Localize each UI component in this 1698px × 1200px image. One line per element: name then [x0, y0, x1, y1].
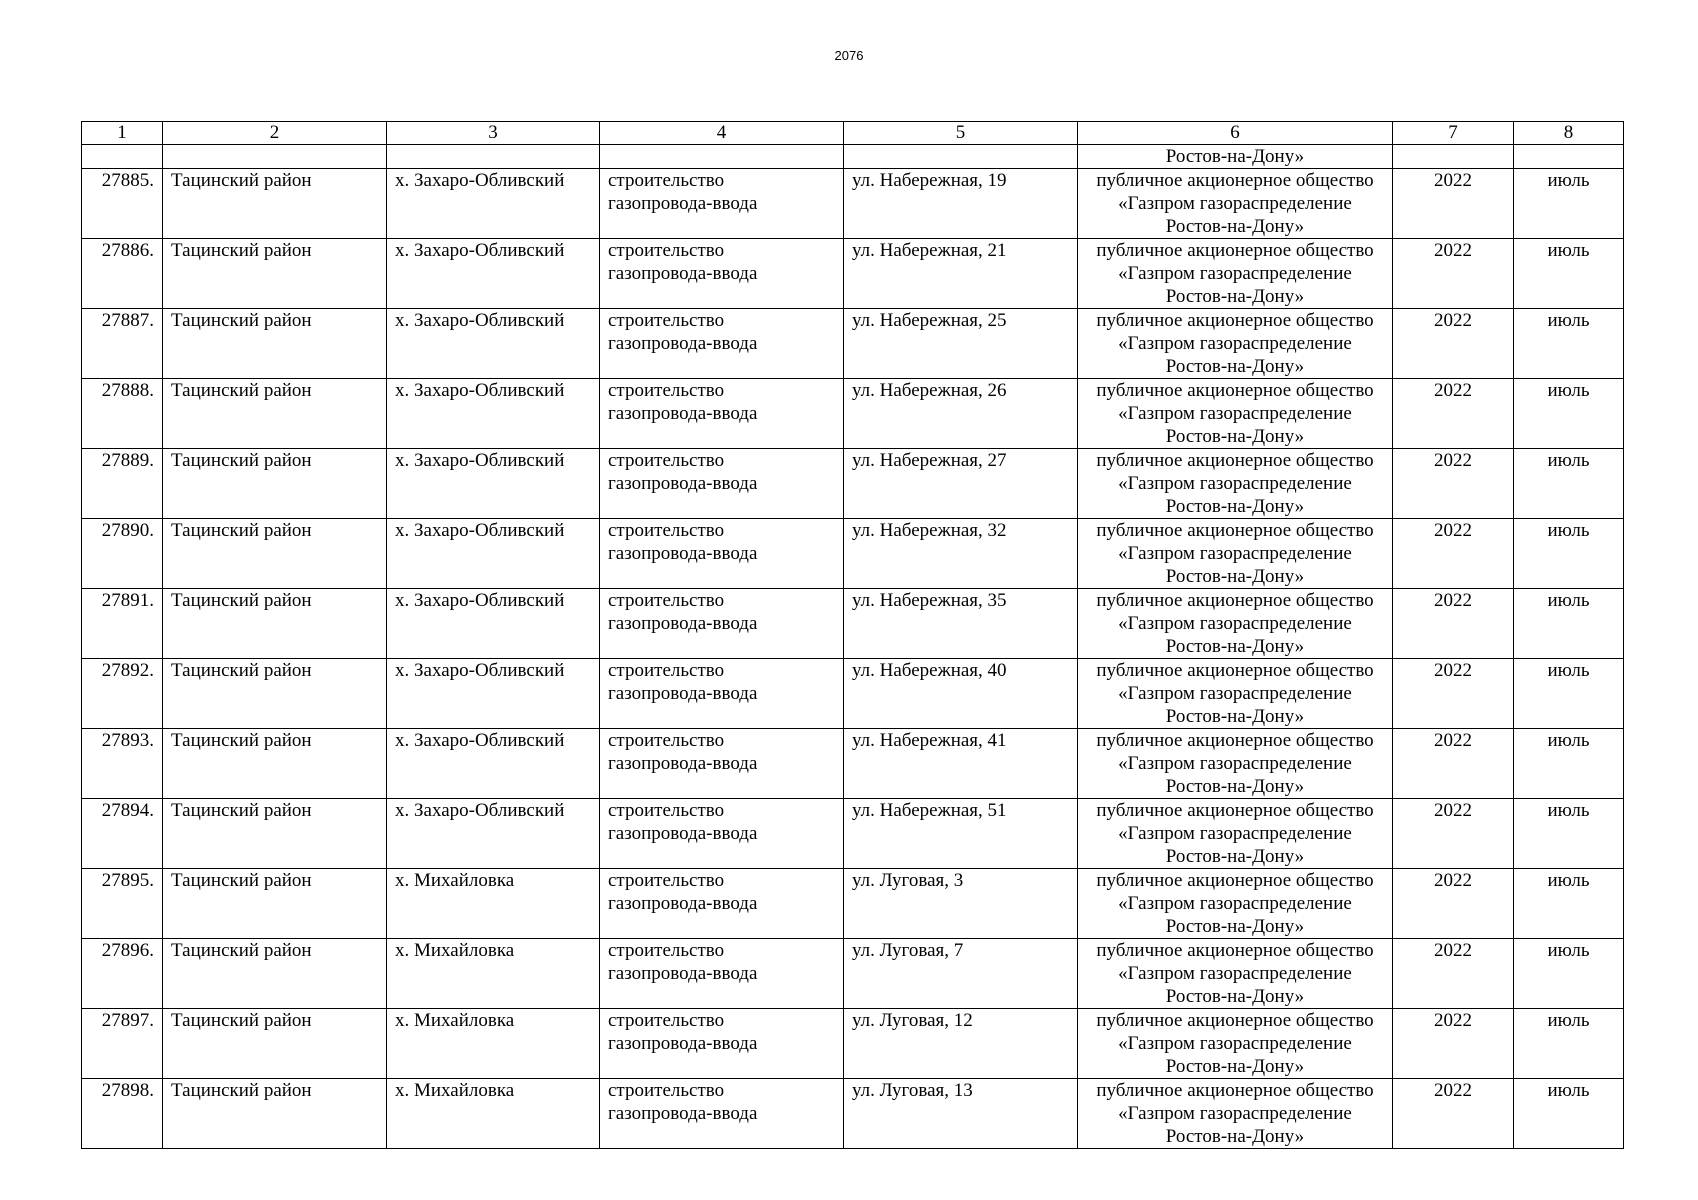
organization-line-3: Ростов-на-Дону»: [1165, 776, 1305, 797]
organization-line-2: «Газпром газораспределение: [1118, 473, 1352, 494]
district-cell: Тацинский район: [163, 449, 387, 519]
organization-line-1: публичное акционерное общество: [1096, 590, 1374, 611]
organization-line-3: Ростов-на-Дону»: [1165, 846, 1305, 867]
locality-cell: х. Захаро-Обливский: [387, 169, 600, 239]
month-cell: июль: [1514, 659, 1624, 729]
month-cell: июль: [1514, 939, 1624, 1009]
work-type-cell: [600, 1079, 844, 1149]
organization-line-2: «Газпром газораспределение: [1118, 193, 1352, 214]
locality-cell: х. Захаро-Обливский: [387, 449, 600, 519]
work-type-cell: [600, 519, 844, 589]
column-header-2: 2: [163, 122, 387, 145]
work-type-line-2: газопровода-ввода: [608, 613, 758, 634]
month-cell: июль: [1514, 1079, 1624, 1149]
address-cell: ул. Набережная, 32: [844, 519, 1078, 589]
work-type-line-2: газопровода-ввода: [608, 823, 758, 844]
table-row: [82, 309, 1624, 379]
locality-cell: х. Захаро-Обливский: [387, 729, 600, 799]
year-cell: 2022: [1393, 869, 1514, 939]
row-number: 27897.: [82, 1009, 163, 1079]
row-number: 27893.: [82, 729, 163, 799]
organization-cell: [1078, 659, 1393, 729]
work-type-line-2: газопровода-ввода: [608, 403, 758, 424]
work-type-line-1: строительство: [608, 800, 725, 821]
organization-cell: [1078, 449, 1393, 519]
continuation-cell: [1514, 145, 1624, 169]
organization-line-2: «Газпром газораспределение: [1118, 1033, 1352, 1054]
organization-line-3: Ростов-на-Дону»: [1165, 496, 1305, 517]
work-type-line-2: газопровода-ввода: [608, 333, 758, 354]
year-cell: 2022: [1393, 379, 1514, 449]
page-number: 2076: [834, 48, 864, 63]
work-type-line-1: строительство: [608, 1080, 725, 1101]
column-header-5: 5: [844, 122, 1078, 145]
organization-line-1: публичное акционерное общество: [1096, 310, 1374, 331]
table-row: [82, 729, 1624, 799]
locality-cell: х. Захаро-Обливский: [387, 659, 600, 729]
organization-line-1: публичное акционерное общество: [1096, 520, 1374, 541]
organization-line-3: Ростов-на-Дону»: [1165, 216, 1305, 237]
table-row: [82, 169, 1624, 239]
organization-line-2: «Газпром газораспределение: [1118, 893, 1352, 914]
organization-line-3: Ростов-на-Дону»: [1165, 356, 1305, 377]
locality-cell: х. Михайловка: [387, 1009, 600, 1079]
organization-line-1: публичное акционерное общество: [1096, 940, 1374, 961]
address-cell: ул. Набережная, 51: [844, 799, 1078, 869]
organization-line-3: Ростов-на-Дону»: [1165, 636, 1305, 657]
year-cell: 2022: [1393, 659, 1514, 729]
organization-line-2: «Газпром газораспределение: [1118, 753, 1352, 774]
table-row: [82, 869, 1624, 939]
locality-cell: х. Захаро-Обливский: [387, 799, 600, 869]
organization-line-2: «Газпром газораспределение: [1118, 683, 1352, 704]
district-cell: Тацинский район: [163, 519, 387, 589]
locality-cell: х. Захаро-Обливский: [387, 239, 600, 309]
work-type-cell: [600, 169, 844, 239]
organization-cell: [1078, 1009, 1393, 1079]
continuation-cell: [844, 145, 1078, 169]
address-cell: ул. Набережная, 25: [844, 309, 1078, 379]
district-cell: Тацинский район: [163, 1009, 387, 1079]
work-type-line-2: газопровода-ввода: [608, 753, 758, 774]
organization-line-1: публичное акционерное общество: [1096, 660, 1374, 681]
organization-line-2: «Газпром газораспределение: [1118, 1103, 1352, 1124]
organization-line-3: Ростов-на-Дону»: [1165, 426, 1305, 447]
row-number: 27886.: [82, 239, 163, 309]
locality-cell: х. Захаро-Обливский: [387, 589, 600, 659]
work-type-line-1: строительство: [608, 870, 725, 891]
organization-line-1: публичное акционерное общество: [1096, 1010, 1374, 1031]
table-body: [82, 122, 1624, 1149]
locality-cell: х. Михайловка: [387, 939, 600, 1009]
organization-cell: [1078, 729, 1393, 799]
organization-cell: [1078, 309, 1393, 379]
district-cell: Тацинский район: [163, 309, 387, 379]
organization-line-1: публичное акционерное общество: [1096, 1080, 1374, 1101]
district-cell: Тацинский район: [163, 379, 387, 449]
organization-line-1: публичное акционерное общество: [1096, 170, 1374, 191]
work-type-cell: [600, 589, 844, 659]
year-cell: 2022: [1393, 729, 1514, 799]
work-type-line-1: строительство: [608, 940, 725, 961]
table-row: [82, 939, 1624, 1009]
organization-line-1: публичное акционерное общество: [1096, 800, 1374, 821]
continuation-row: [82, 145, 1624, 169]
row-number: 27892.: [82, 659, 163, 729]
work-type-line-2: газопровода-ввода: [608, 543, 758, 564]
header-row: [82, 122, 1624, 145]
work-type-line-2: газопровода-ввода: [608, 263, 758, 284]
address-cell: ул. Луговая, 13: [844, 1079, 1078, 1149]
organization-line-1: публичное акционерное общество: [1096, 730, 1374, 751]
organization-line-3: Ростов-на-Дону»: [1165, 916, 1305, 937]
year-cell: 2022: [1393, 309, 1514, 379]
schedule-table: [81, 121, 1624, 1149]
work-type-line-1: строительство: [608, 170, 725, 191]
work-type-line-2: газопровода-ввода: [608, 1033, 758, 1054]
work-type-line-2: газопровода-ввода: [608, 683, 758, 704]
district-cell: Тацинский район: [163, 659, 387, 729]
work-type-line-1: строительство: [608, 450, 725, 471]
work-type-cell: [600, 449, 844, 519]
row-number: 27887.: [82, 309, 163, 379]
continuation-cell: [1393, 145, 1514, 169]
table-row: [82, 1079, 1624, 1149]
organization-line-2: «Газпром газораспределение: [1118, 263, 1352, 284]
row-number: 27890.: [82, 519, 163, 589]
work-type-line-1: строительство: [608, 1010, 725, 1031]
organization-cell: [1078, 519, 1393, 589]
organization-line-1: публичное акционерное общество: [1096, 450, 1374, 471]
address-cell: ул. Луговая, 12: [844, 1009, 1078, 1079]
work-type-line-1: строительство: [608, 660, 725, 681]
continuation-cell: [387, 145, 600, 169]
table-row: [82, 799, 1624, 869]
column-header-8: 8: [1514, 122, 1624, 145]
year-cell: 2022: [1393, 449, 1514, 519]
organization-line-2: «Газпром газораспределение: [1118, 963, 1352, 984]
year-cell: 2022: [1393, 799, 1514, 869]
organization-line-3: Ростов-на-Дону»: [1165, 706, 1305, 727]
table-row: [82, 1009, 1624, 1079]
column-header-1: 1: [82, 122, 163, 145]
month-cell: июль: [1514, 239, 1624, 309]
work-type-cell: [600, 379, 844, 449]
locality-cell: х. Захаро-Обливский: [387, 309, 600, 379]
address-cell: ул. Набережная, 19: [844, 169, 1078, 239]
row-number: 27894.: [82, 799, 163, 869]
year-cell: 2022: [1393, 1079, 1514, 1149]
district-cell: Тацинский район: [163, 729, 387, 799]
row-number: 27898.: [82, 1079, 163, 1149]
organization-cell: [1078, 239, 1393, 309]
month-cell: июль: [1514, 729, 1624, 799]
row-number: 27891.: [82, 589, 163, 659]
organization-cell: [1078, 869, 1393, 939]
column-header-6: 6: [1078, 122, 1393, 145]
organization-cell: [1078, 1079, 1393, 1149]
work-type-line-2: газопровода-ввода: [608, 1103, 758, 1124]
work-type-cell: [600, 239, 844, 309]
organization-cell: [1078, 589, 1393, 659]
address-cell: ул. Луговая, 3: [844, 869, 1078, 939]
year-cell: 2022: [1393, 589, 1514, 659]
work-type-line-2: газопровода-ввода: [608, 893, 758, 914]
month-cell: июль: [1514, 169, 1624, 239]
year-cell: 2022: [1393, 169, 1514, 239]
organization-line-2: «Газпром газораспределение: [1118, 333, 1352, 354]
organization-line-2: «Газпром газораспределение: [1118, 823, 1352, 844]
locality-cell: х. Михайловка: [387, 1079, 600, 1149]
row-number: 27895.: [82, 869, 163, 939]
row-number: 27896.: [82, 939, 163, 1009]
continuation-cell: [82, 145, 163, 169]
work-type-line-1: строительство: [608, 310, 725, 331]
district-cell: Тацинский район: [163, 799, 387, 869]
continuation-cell: [600, 145, 844, 169]
table-row: [82, 379, 1624, 449]
organization-line-3: Ростов-на-Дону»: [1165, 1056, 1305, 1077]
work-type-line-1: строительство: [608, 730, 725, 751]
month-cell: июль: [1514, 869, 1624, 939]
row-number: 27885.: [82, 169, 163, 239]
organization-cell: [1078, 799, 1393, 869]
year-cell: 2022: [1393, 519, 1514, 589]
year-cell: 2022: [1393, 939, 1514, 1009]
address-cell: ул. Луговая, 7: [844, 939, 1078, 1009]
row-number: 27888.: [82, 379, 163, 449]
organization-line-2: «Газпром газораспределение: [1118, 403, 1352, 424]
address-cell: ул. Набережная, 41: [844, 729, 1078, 799]
district-cell: Тацинский район: [163, 169, 387, 239]
organization-line-3: Ростов-на-Дону»: [1165, 566, 1305, 587]
month-cell: июль: [1514, 1009, 1624, 1079]
district-cell: Тацинский район: [163, 589, 387, 659]
work-type-cell: [600, 309, 844, 379]
continuation-cell: [163, 145, 387, 169]
month-cell: июль: [1514, 379, 1624, 449]
organization-line-1: публичное акционерное общество: [1096, 870, 1374, 891]
district-cell: Тацинский район: [163, 939, 387, 1009]
organization-line-2: «Газпром газораспределение: [1118, 543, 1352, 564]
column-header-7: 7: [1393, 122, 1514, 145]
table-row: [82, 659, 1624, 729]
month-cell: июль: [1514, 309, 1624, 379]
month-cell: июль: [1514, 589, 1624, 659]
work-type-line-1: строительство: [608, 380, 725, 401]
locality-cell: х. Захаро-Обливский: [387, 379, 600, 449]
work-type-cell: [600, 729, 844, 799]
table-row: [82, 449, 1624, 519]
month-cell: июль: [1514, 449, 1624, 519]
district-cell: Тацинский район: [163, 1079, 387, 1149]
organization-line-3: Ростов-на-Дону»: [1165, 286, 1305, 307]
column-header-4: 4: [600, 122, 844, 145]
organization-line-3: Ростов-на-Дону»: [1165, 986, 1305, 1007]
month-cell: июль: [1514, 799, 1624, 869]
work-type-line-2: газопровода-ввода: [608, 963, 758, 984]
organization-line-1: публичное акционерное общество: [1096, 240, 1374, 261]
work-type-cell: [600, 939, 844, 1009]
year-cell: 2022: [1393, 239, 1514, 309]
column-header-3: 3: [387, 122, 600, 145]
table-row: [82, 239, 1624, 309]
address-cell: ул. Набережная, 26: [844, 379, 1078, 449]
address-cell: ул. Набережная, 27: [844, 449, 1078, 519]
work-type-line-1: строительство: [608, 520, 725, 541]
row-number: 27889.: [82, 449, 163, 519]
address-cell: ул. Набережная, 35: [844, 589, 1078, 659]
work-type-line-1: строительство: [608, 240, 725, 261]
district-cell: Тацинский район: [163, 239, 387, 309]
year-cell: 2022: [1393, 1009, 1514, 1079]
continuation-organization: Ростов-на-Дону»: [1078, 145, 1393, 169]
work-type-cell: [600, 1009, 844, 1079]
organization-cell: [1078, 169, 1393, 239]
organization-line-1: публичное акционерное общество: [1096, 380, 1374, 401]
organization-cell: [1078, 379, 1393, 449]
address-cell: ул. Набережная, 21: [844, 239, 1078, 309]
locality-cell: х. Захаро-Обливский: [387, 519, 600, 589]
work-type-line-2: газопровода-ввода: [608, 473, 758, 494]
work-type-cell: [600, 799, 844, 869]
table-row: [82, 589, 1624, 659]
locality-cell: х. Михайловка: [387, 869, 600, 939]
organization-cell: [1078, 939, 1393, 1009]
month-cell: июль: [1514, 519, 1624, 589]
work-type-line-2: газопровода-ввода: [608, 193, 758, 214]
work-type-cell: [600, 659, 844, 729]
work-type-cell: [600, 869, 844, 939]
organization-line-2: «Газпром газораспределение: [1118, 613, 1352, 634]
organization-line-3: Ростов-на-Дону»: [1165, 1126, 1305, 1147]
district-cell: Тацинский район: [163, 869, 387, 939]
work-type-line-1: строительство: [608, 590, 725, 611]
table-row: [82, 519, 1624, 589]
address-cell: ул. Набережная, 40: [844, 659, 1078, 729]
